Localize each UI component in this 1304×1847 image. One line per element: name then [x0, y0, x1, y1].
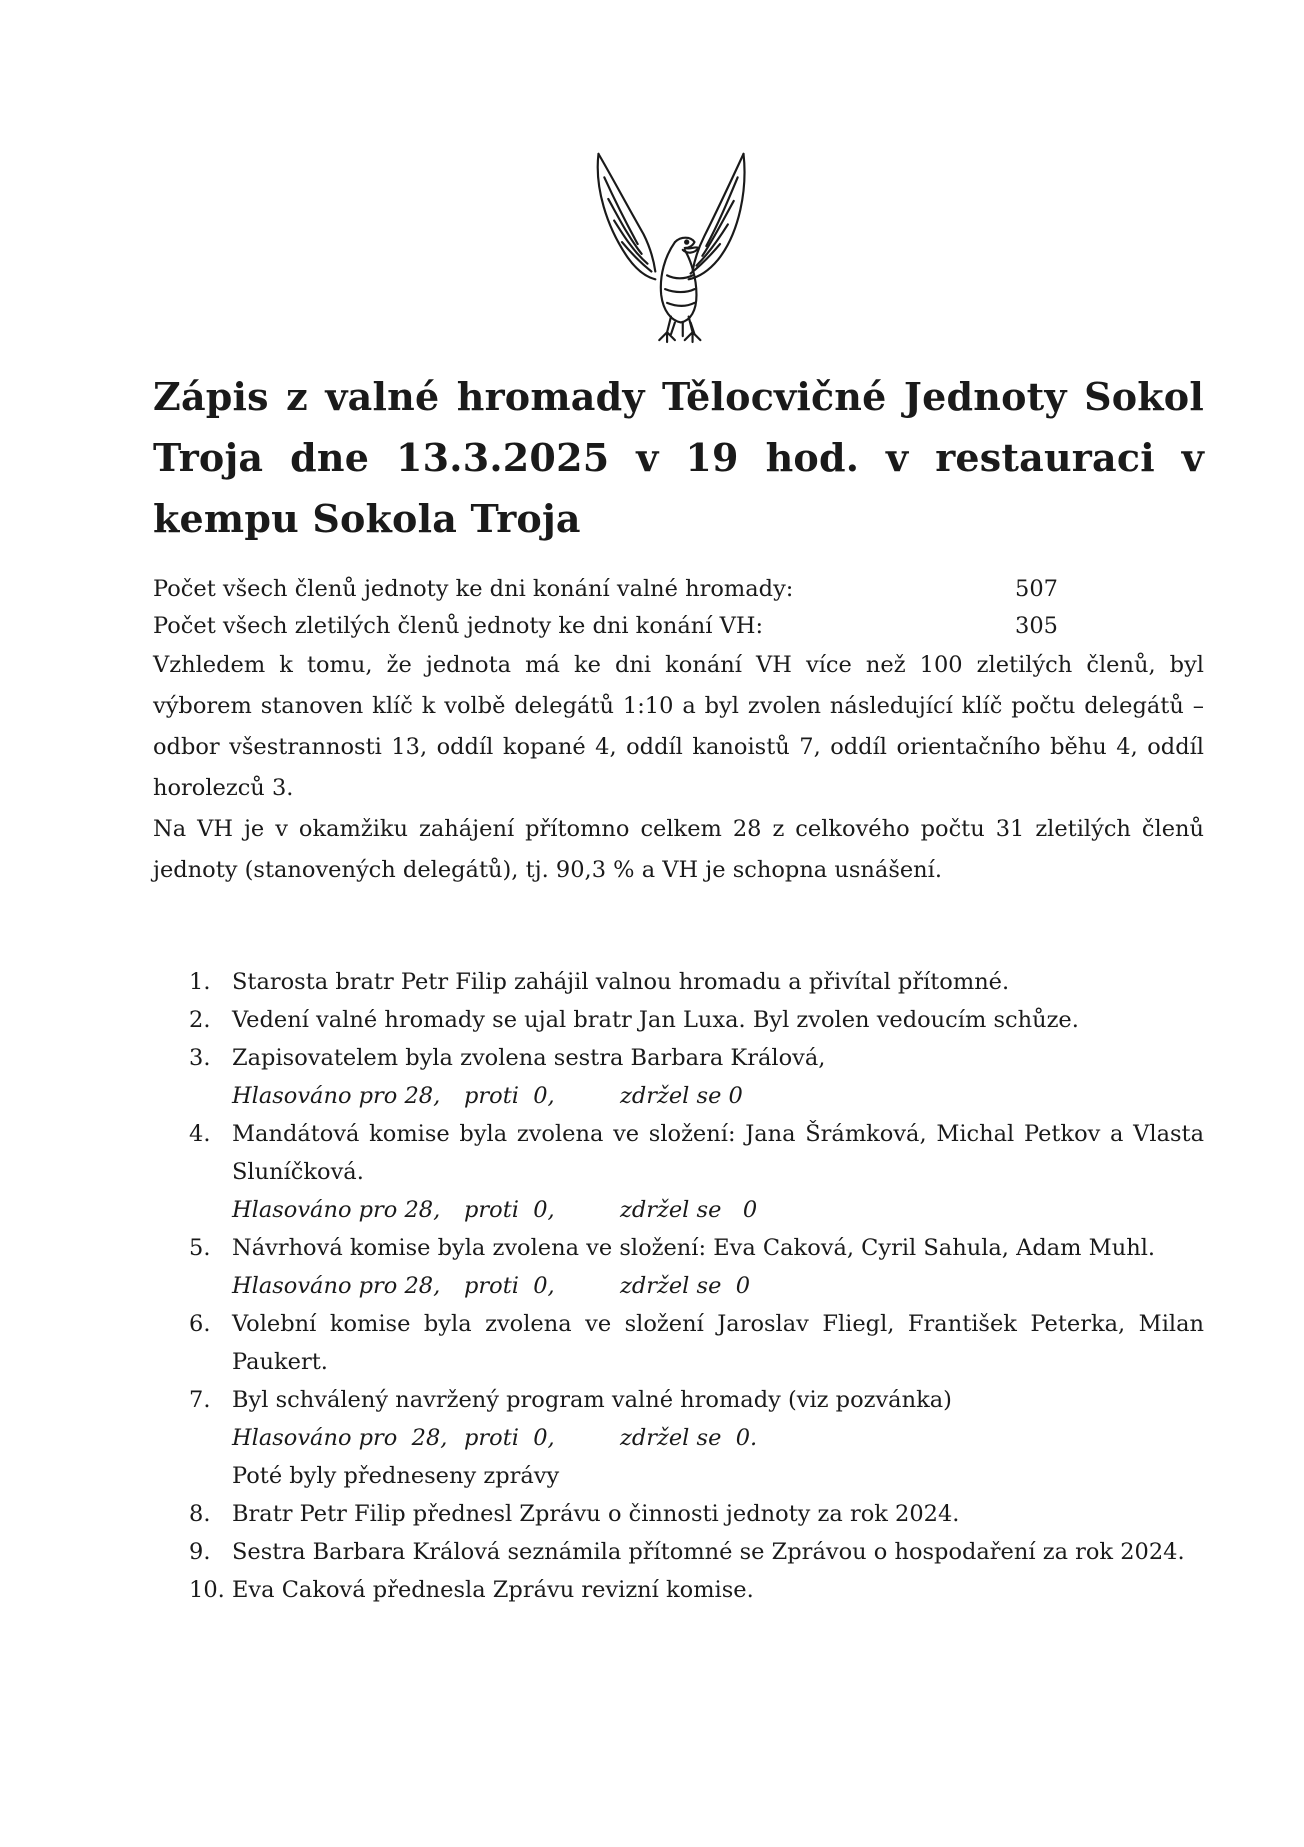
agenda-item-text: Návrhová komise byla zvolena ve složení: Eva Caková, Cyril Sahula, Adam Muhl. [232, 1235, 1156, 1261]
stat-label: Počet všech zletilých členů jednoty ke dni konání VH: [153, 613, 764, 639]
agenda-item-text: Bratr Petr Filip přednesl Zprávu o činnosti jednoty za rok 2024. [232, 1501, 960, 1527]
agenda-item [153, 1229, 1204, 1305]
sokol-falcon-logo [592, 148, 750, 344]
vote-result [232, 1077, 1204, 1115]
agenda-list [153, 963, 1204, 1609]
agenda-item-text: Eva Caková přednesla Zprávu revizní komise. [232, 1577, 754, 1603]
agenda-item-number: 3. [189, 1045, 211, 1071]
vote-for: Hlasováno pro 28, [232, 1273, 441, 1299]
agenda-item-note: Poté byly předneseny zprávy [232, 1463, 560, 1489]
vote-against: proti 0, [464, 1425, 555, 1451]
agenda-item [153, 1381, 1204, 1495]
agenda-item [153, 1039, 1204, 1115]
agenda-item [153, 1115, 1204, 1229]
vote-against: proti 0, [464, 1083, 555, 1109]
agenda-item-number: 1. [189, 969, 211, 995]
vote-abstain: zdržel se 0 [620, 1083, 743, 1109]
document-content [153, 366, 1204, 1609]
agenda-item-number: 9. [189, 1539, 211, 1565]
agenda-item [153, 1571, 1204, 1609]
agenda-item-number: 5. [189, 1235, 211, 1261]
agenda-item-text: Sestra Barbara Králová seznámila přítomné se Zprávou o hospodaření za rok 2024. [232, 1539, 1185, 1565]
delegate-key-paragraph: Vzhledem k tomu, že jednota má ke dni konání VH více než 100 zletilých členů, byl výborem stanoven klíč k volbě delegátů 1:10 a byl zvolen následující klíč počtu delegátů – odbor všestrannosti 13, oddíl kopané 4, oddíl kanoistů 7, oddíl orientačního běhu 4, oddíl horolezců 3. [153, 652, 1204, 801]
agenda-item-number: 2. [189, 1007, 211, 1033]
agenda-item [153, 1533, 1204, 1571]
vote-against: proti 0, [464, 1273, 555, 1299]
stat-value: 305 [1015, 613, 1058, 639]
stat-label: Počet všech členů jednoty ke dni konání valné hromady: [153, 576, 794, 602]
stat-row-all-members [153, 571, 1204, 608]
vote-result [232, 1419, 1204, 1457]
vote-against: proti 0, [464, 1197, 555, 1223]
agenda-item-number: 8. [189, 1501, 211, 1527]
agenda-item-number: 6. [189, 1311, 211, 1337]
vote-abstain: zdržel se 0 [620, 1197, 758, 1223]
vote-for: Hlasováno pro 28, [232, 1197, 441, 1223]
vote-abstain: zdržel se 0. [620, 1425, 758, 1451]
agenda-item-text: Byl schválený navržený program valné hromady (viz pozvánka) [232, 1387, 952, 1413]
agenda-item [153, 1495, 1204, 1533]
falcon-icon [592, 148, 750, 344]
agenda-item-number: 4. [189, 1121, 211, 1147]
agenda-item-text: Mandátová komise byla zvolena ve složení: Jana Šrámková, Michal Petkov a Vlasta Sluníčková. [232, 1121, 1204, 1185]
agenda-item [153, 1001, 1204, 1039]
agenda-item [153, 1305, 1204, 1381]
document-title: Zápis z valné hromady Tělocvičné Jednoty Sokol Troja dne 13.3.2025 v 19 hod. v restauraci v kempu Sokola Troja [153, 374, 1204, 541]
stat-value: 507 [1015, 576, 1058, 602]
vote-result [232, 1191, 1204, 1229]
agenda-item-number: 7. [189, 1387, 211, 1413]
agenda-item-text: Zapisovatelem byla zvolena sestra Barbara Králová, [232, 1045, 826, 1071]
agenda-item-text: Vedení valné hromady se ujal bratr Jan Luxa. Byl zvolen vedoucím schůze. [232, 1007, 1079, 1033]
vote-abstain: zdržel se 0 [620, 1273, 751, 1299]
vote-for: Hlasováno pro 28, [232, 1083, 441, 1109]
stat-row-adult-members [153, 608, 1204, 645]
agenda-item [153, 963, 1204, 1001]
vote-result [232, 1267, 1204, 1305]
agenda-item-text: Volební komise byla zvolena ve složení Jaroslav Fliegl, František Peterka, Milan Paukert. [232, 1311, 1204, 1375]
member-stats [153, 571, 1204, 645]
vote-for: Hlasováno pro 28, [232, 1425, 448, 1451]
quorum-paragraph: Na VH je v okamžiku zahájení přítomno celkem 28 z celkového počtu 31 zletilých členů jednoty (stanovených delegátů), tj. 90,3 % a VH je schopna usnášení. [153, 816, 1204, 883]
agenda-item-number: 10. [189, 1577, 225, 1603]
agenda-item-text: Starosta bratr Petr Filip zahájil valnou hromadu a přivítal přítomné. [232, 969, 1010, 995]
